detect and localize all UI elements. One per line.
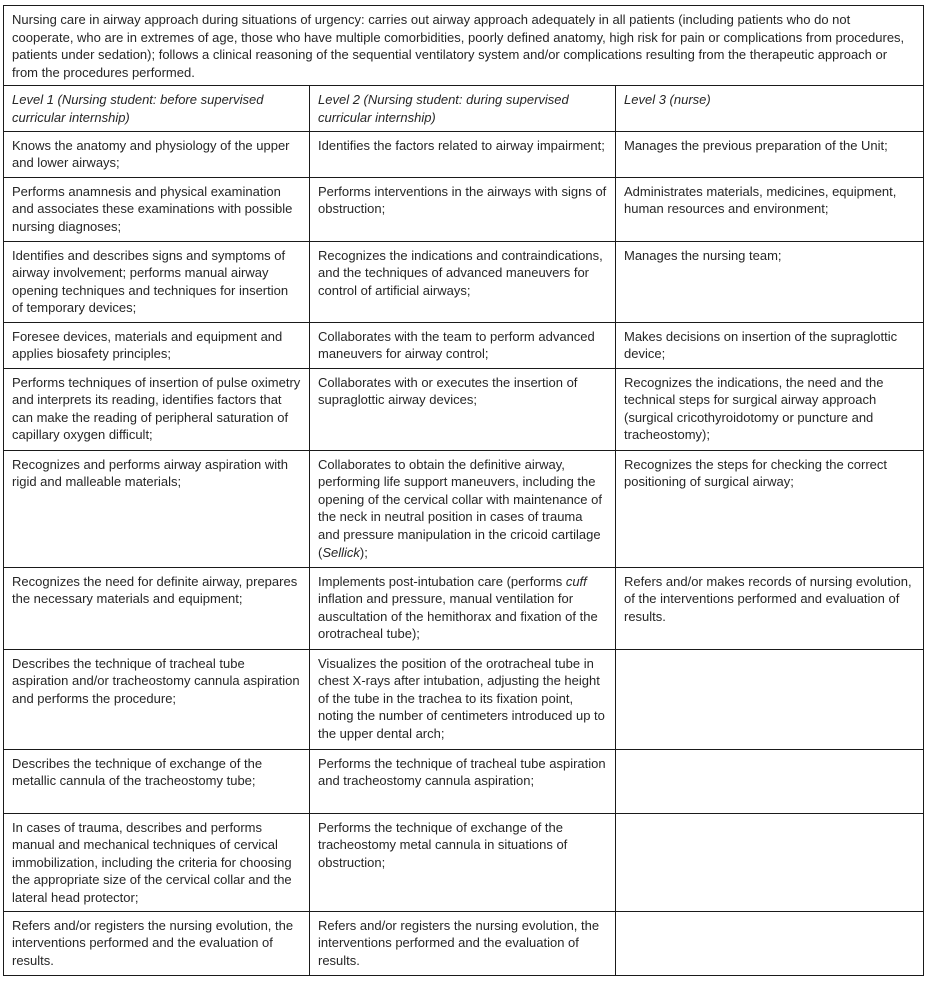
table-row	[4, 649, 924, 749]
cell-level-1: Describes the technique of tracheal tube aspiration and/or tracheostomy cannula aspiration and performs the procedure;	[4, 649, 310, 749]
cell-level-3	[616, 813, 924, 911]
cell-level-2	[310, 450, 616, 567]
cell-level-1: Performs anamnesis and physical examination and associates these examinations with possible nursing diagnoses;	[4, 177, 310, 241]
cell-level-1: Describes the technique of exchange of the metallic cannula of the tracheostomy tube;	[4, 749, 310, 813]
table-row	[4, 749, 924, 813]
cell-text: inflation and pressure, manual ventilation for auscultation of the hemithorax and fixation of the orotracheal tube);	[318, 591, 598, 642]
cell-level-1: Identifies and describes signs and symptoms of airway involvement; performs manual airway opening techniques and techniques for insertion of temporary devices;	[4, 241, 310, 322]
cell-level-3: Manages the previous preparation of the Unit;	[616, 131, 924, 177]
table-row	[4, 450, 924, 567]
cell-level-2: Refers and/or registers the nursing evolution, the interventions performed and the evaluation of results.	[310, 911, 616, 975]
table-title: Nursing care in airway approach during situations of urgency: carries out airway approach adequately in all patients (including patients who do not cooperate, who are in extremes of age, those who have multiple comorbidities, poorly defined anatomy, high risk for pain or complications from procedures, patients under sedation); follows a clinical reasoning of the sequential ventilatory system and/or complications resulting from the therapeutic approach or from the procedures performed.	[4, 6, 924, 86]
header-level-1: Level 1 (Nursing student: before supervised curricular internship)	[4, 86, 310, 131]
cell-level-2	[310, 567, 616, 649]
table-row	[4, 368, 924, 450]
header-level-2: Level 2 (Nursing student: during supervised curricular internship)	[310, 86, 616, 131]
cell-level-1: Recognizes and performs airway aspiration with rigid and malleable materials;	[4, 450, 310, 567]
cell-level-1: Performs techniques of insertion of pulse oximetry and interprets its reading, identifies factors that can make the reading of peripheral saturation of capillary oxygen difficult;	[4, 368, 310, 450]
cell-text-italic: cuff	[565, 573, 587, 589]
table-row	[4, 177, 924, 241]
cell-level-3: Recognizes the indications, the need and the technical steps for surgical airway approach (surgical cricothyroidotomy or puncture and tracheostomy);	[616, 368, 924, 450]
cell-level-3	[616, 911, 924, 975]
competency-table	[3, 5, 924, 976]
table-row	[4, 911, 924, 975]
cell-level-1: In cases of trauma, describes and performs manual and mechanical techniques of cervical immobilization, including the criteria for choosing the appropriate size of the cervical collar and the lateral head protector;	[4, 813, 310, 911]
header-level-3: Level 3 (nurse)	[616, 86, 924, 131]
cell-text: );	[359, 544, 368, 560]
cell-text: Collaborates to obtain the definitive airway, performing life support maneuvers, including the opening of the cervical collar with maintenance of the neck in neutral position in cases of trauma and pressure manipulation in the cricoid cartilage (	[318, 456, 602, 560]
table-row	[4, 813, 924, 911]
cell-level-2: Collaborates with the team to perform advanced maneuvers for airway control;	[310, 322, 616, 368]
cell-level-3: Recognizes the steps for checking the correct positioning of surgical airway;	[616, 450, 924, 567]
table-row	[4, 131, 924, 177]
cell-level-3	[616, 749, 924, 813]
cell-level-3	[616, 649, 924, 749]
table-row	[4, 322, 924, 368]
cell-level-2: Identifies the factors related to airway impairment;	[310, 131, 616, 177]
cell-level-3: Administrates materials, medicines, equipment, human resources and environment;	[616, 177, 924, 241]
cell-text-italic: Sellick	[322, 544, 360, 560]
cell-level-3: Refers and/or makes records of nursing evolution, of the interventions performed and evaluation of results.	[616, 567, 924, 649]
title-row	[4, 6, 924, 86]
cell-level-2: Performs interventions in the airways with signs of obstruction;	[310, 177, 616, 241]
cell-level-1: Refers and/or registers the nursing evolution, the interventions performed and the evaluation of results.	[4, 911, 310, 975]
cell-level-1: Recognizes the need for definite airway, prepares the necessary materials and equipment;	[4, 567, 310, 649]
cell-level-1: Foresee devices, materials and equipment and applies biosafety principles;	[4, 322, 310, 368]
cell-level-2: Collaborates with or executes the insertion of supraglottic airway devices;	[310, 368, 616, 450]
cell-level-2: Performs the technique of exchange of the tracheostomy metal cannula in situations of obstruction;	[310, 813, 616, 911]
cell-level-3: Manages the nursing team;	[616, 241, 924, 322]
cell-level-2: Recognizes the indications and contraindications, and the techniques of advanced maneuvers for control of artificial airways;	[310, 241, 616, 322]
table-row	[4, 567, 924, 649]
cell-level-2: Performs the technique of tracheal tube aspiration and tracheostomy cannula aspiration;	[310, 749, 616, 813]
cell-level-1: Knows the anatomy and physiology of the upper and lower airways;	[4, 131, 310, 177]
cell-text: Implements post-intubation care (performs	[318, 573, 566, 589]
cell-level-3: Makes decisions on insertion of the supraglottic device;	[616, 322, 924, 368]
header-row	[4, 86, 924, 131]
table-row	[4, 241, 924, 322]
cell-level-2: Visualizes the position of the orotracheal tube in chest X-rays after intubation, adjusting the height of the tube in the trachea to its fixation point, noting the number of centimeters introduced up to the upper dental arch;	[310, 649, 616, 749]
